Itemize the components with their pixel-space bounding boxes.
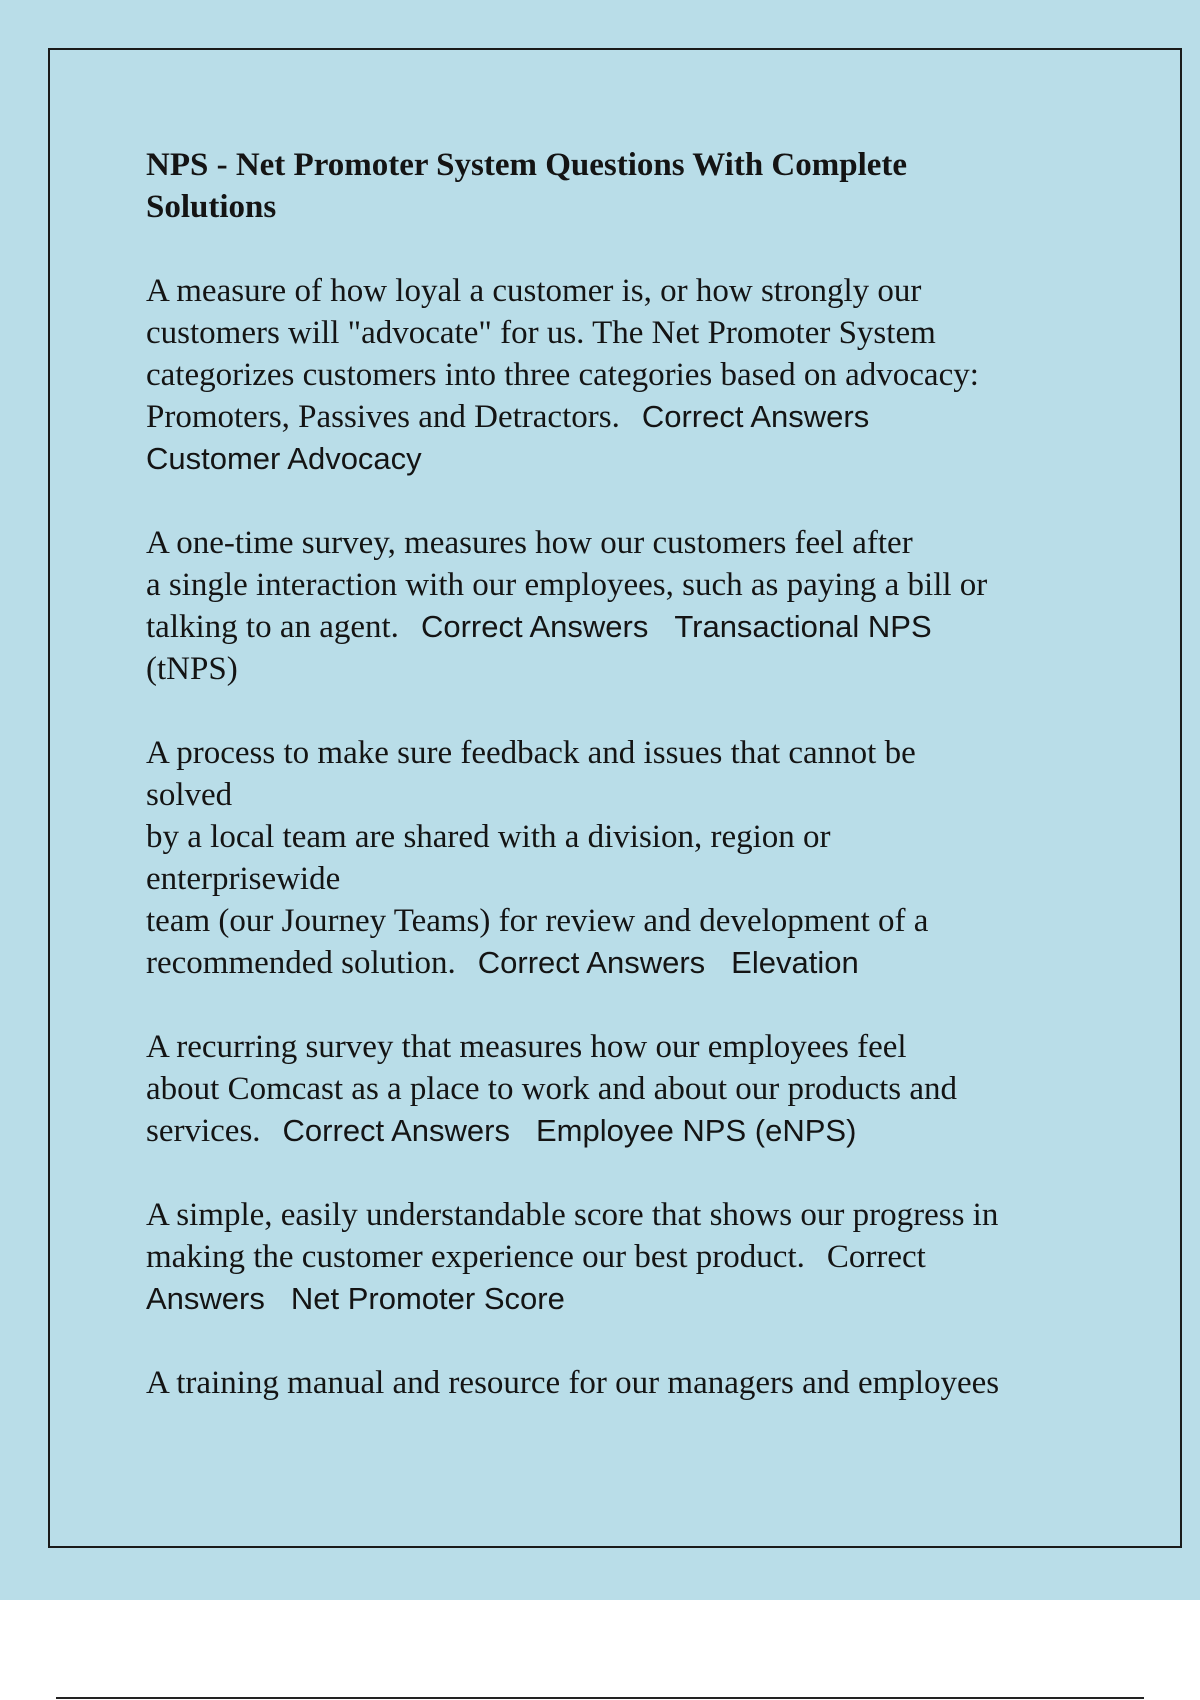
question-line-with-marker: [146, 1236, 1096, 1278]
document-content: [146, 144, 1096, 1446]
question-line: team (our Journey Teams) for review and development of a: [146, 903, 929, 939]
answer-marker: Correct Answers: [282, 1113, 510, 1148]
qa-item-1: [146, 270, 1096, 480]
question-text: making the customer experience our best product.: [146, 1239, 805, 1275]
footer-divider: [56, 1697, 1144, 1699]
answer-marker: Correct Answers: [477, 945, 706, 980]
question-text: recommended solution.: [146, 945, 456, 981]
question-line-with-answer: [146, 1110, 1096, 1152]
answer-marker-part-1: Correct: [826, 1239, 926, 1275]
question-line: a single interaction with our employees, such as paying a bill or: [146, 567, 988, 603]
question-line: about Comcast as a place to work and about our products and: [146, 1071, 958, 1107]
question-line: A recurring survey that measures how our employees feel: [146, 1029, 907, 1065]
question-line-with-answer: [146, 606, 1096, 648]
question-line: enterprisewide: [146, 861, 341, 897]
document-title: [146, 144, 1096, 228]
answer-marker: Correct Answers: [420, 609, 649, 644]
qa-item-6: [146, 1362, 1096, 1404]
title-line-2: Solutions: [146, 189, 277, 225]
qa-item-5: [146, 1194, 1096, 1320]
question-line-with-marker: [146, 396, 1096, 438]
title-line-1: NPS - Net Promoter System Questions With Complete: [146, 147, 908, 183]
question-text: services.: [146, 1113, 261, 1149]
question-text: talking to an agent.: [146, 609, 399, 645]
answer-text: Customer Advocacy: [146, 441, 422, 476]
answer-line: [146, 1278, 1096, 1320]
qa-item-2: [146, 522, 1096, 690]
question-line: categorizes customers into three categories based on advocacy:: [146, 357, 979, 393]
answer-marker-part-2: Answers: [146, 1281, 265, 1316]
answer-text: Net Promoter Score: [290, 1281, 565, 1316]
answer-text: Transactional NPS: [674, 609, 932, 644]
question-line: A measure of how loyal a customer is, or how strongly our: [146, 273, 922, 309]
answer-text: Elevation: [731, 945, 859, 980]
qa-item-4: [146, 1026, 1096, 1152]
question-line-with-answer: [146, 942, 1096, 984]
question-line: solved: [146, 777, 233, 813]
question-line: customers will "advocate" for us. The Net Promoter System: [146, 315, 936, 351]
question-line: A simple, easily understandable score that shows our progress in: [146, 1197, 999, 1233]
answer-text: Employee NPS (eNPS): [535, 1113, 857, 1148]
qa-item-3: [146, 732, 1096, 984]
question-line: A one-time survey, measures how our customers feel after: [146, 525, 913, 561]
question-line: A training manual and resource for our managers and employees: [146, 1365, 1000, 1401]
question-text: Promoters, Passives and Detractors.: [146, 399, 620, 435]
answer-marker: Correct Answers: [641, 399, 870, 434]
question-line: by a local team are shared with a division, region or: [146, 819, 831, 855]
answer-text-continued: (tNPS): [146, 651, 238, 687]
question-line: A process to make sure feedback and issues that cannot be: [146, 735, 916, 771]
